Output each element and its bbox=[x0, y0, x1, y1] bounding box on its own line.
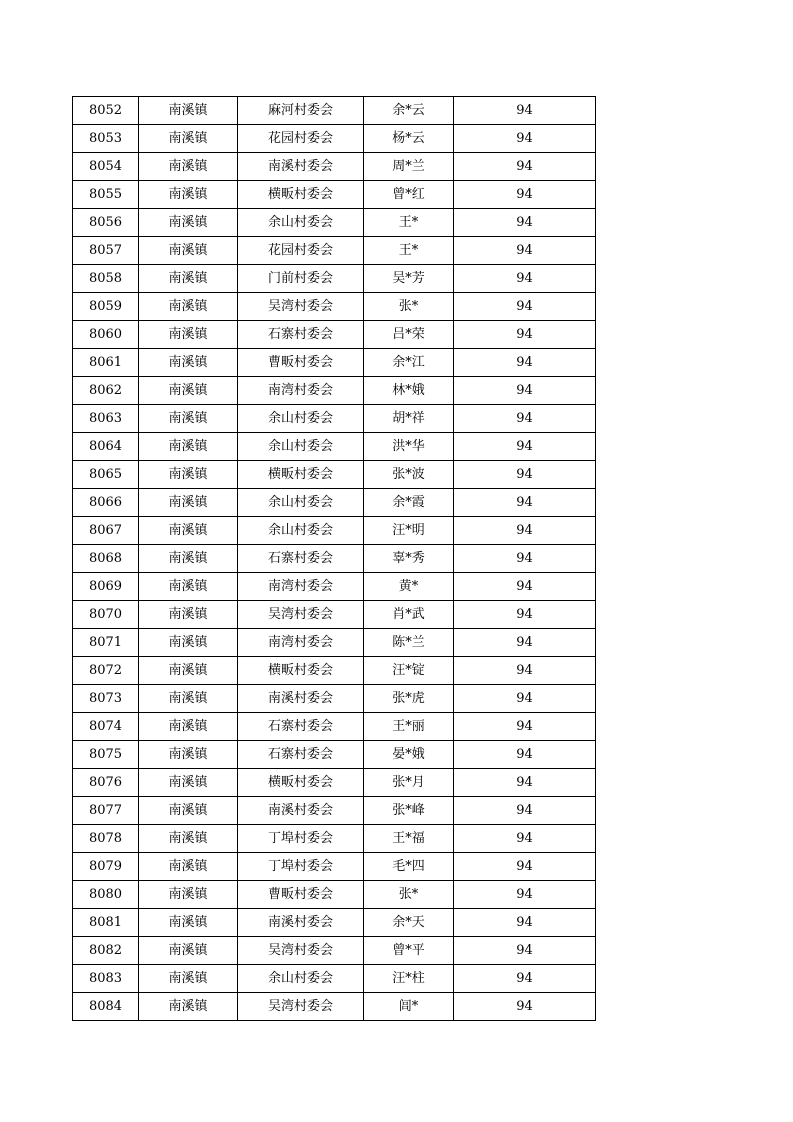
cell-town: 南溪镇 bbox=[139, 153, 238, 181]
cell-village: 南湾村委会 bbox=[238, 629, 364, 657]
cell-town: 南溪镇 bbox=[139, 965, 238, 993]
cell-score: 94 bbox=[454, 405, 596, 433]
table-row bbox=[73, 97, 596, 125]
table-row bbox=[73, 937, 596, 965]
cell-score: 94 bbox=[454, 321, 596, 349]
cell-name: 余*天 bbox=[364, 909, 454, 937]
cell-name: 汪*锭 bbox=[364, 657, 454, 685]
cell-score: 94 bbox=[454, 377, 596, 405]
cell-score: 94 bbox=[454, 461, 596, 489]
cell-village: 吴湾村委会 bbox=[238, 601, 364, 629]
cell-village: 横畈村委会 bbox=[238, 181, 364, 209]
cell-number: 8072 bbox=[73, 657, 139, 685]
cell-town: 南溪镇 bbox=[139, 209, 238, 237]
cell-village: 余山村委会 bbox=[238, 405, 364, 433]
cell-number: 8061 bbox=[73, 349, 139, 377]
cell-number: 8067 bbox=[73, 517, 139, 545]
cell-score: 94 bbox=[454, 153, 596, 181]
cell-name: 张*峰 bbox=[364, 797, 454, 825]
cell-number: 8079 bbox=[73, 853, 139, 881]
cell-name: 曾*红 bbox=[364, 181, 454, 209]
cell-number: 8084 bbox=[73, 993, 139, 1021]
cell-name: 王* bbox=[364, 209, 454, 237]
cell-number: 8060 bbox=[73, 321, 139, 349]
cell-name: 周*兰 bbox=[364, 153, 454, 181]
cell-town: 南溪镇 bbox=[139, 293, 238, 321]
cell-score: 94 bbox=[454, 349, 596, 377]
cell-name: 毛*四 bbox=[364, 853, 454, 881]
cell-name: 张*虎 bbox=[364, 685, 454, 713]
cell-village: 石寨村委会 bbox=[238, 741, 364, 769]
cell-village: 石寨村委会 bbox=[238, 321, 364, 349]
cell-village: 吴湾村委会 bbox=[238, 293, 364, 321]
cell-number: 8077 bbox=[73, 797, 139, 825]
cell-village: 横畈村委会 bbox=[238, 461, 364, 489]
cell-number: 8080 bbox=[73, 881, 139, 909]
cell-village: 石寨村委会 bbox=[238, 545, 364, 573]
table-row bbox=[73, 153, 596, 181]
cell-score: 94 bbox=[454, 685, 596, 713]
cell-score: 94 bbox=[454, 237, 596, 265]
table-row bbox=[73, 405, 596, 433]
table-row bbox=[73, 349, 596, 377]
cell-number: 8063 bbox=[73, 405, 139, 433]
cell-number: 8052 bbox=[73, 97, 139, 125]
cell-village: 花园村委会 bbox=[238, 237, 364, 265]
table-row bbox=[73, 489, 596, 517]
table-row bbox=[73, 545, 596, 573]
cell-town: 南溪镇 bbox=[139, 881, 238, 909]
table-row bbox=[73, 209, 596, 237]
cell-town: 南溪镇 bbox=[139, 909, 238, 937]
cell-name: 闾* bbox=[364, 993, 454, 1021]
cell-name: 辜*秀 bbox=[364, 545, 454, 573]
cell-town: 南溪镇 bbox=[139, 517, 238, 545]
cell-village: 丁埠村委会 bbox=[238, 825, 364, 853]
cell-name: 曾*平 bbox=[364, 937, 454, 965]
cell-town: 南溪镇 bbox=[139, 405, 238, 433]
cell-town: 南溪镇 bbox=[139, 377, 238, 405]
cell-score: 94 bbox=[454, 293, 596, 321]
cell-town: 南溪镇 bbox=[139, 937, 238, 965]
cell-village: 余山村委会 bbox=[238, 209, 364, 237]
cell-village: 南湾村委会 bbox=[238, 573, 364, 601]
table-row bbox=[73, 993, 596, 1021]
table-row bbox=[73, 909, 596, 937]
table-row bbox=[73, 181, 596, 209]
table-row bbox=[73, 657, 596, 685]
table-row bbox=[73, 881, 596, 909]
cell-name: 胡*祥 bbox=[364, 405, 454, 433]
cell-score: 94 bbox=[454, 769, 596, 797]
cell-number: 8056 bbox=[73, 209, 139, 237]
cell-village: 石寨村委会 bbox=[238, 713, 364, 741]
cell-score: 94 bbox=[454, 97, 596, 125]
cell-town: 南溪镇 bbox=[139, 601, 238, 629]
cell-number: 8066 bbox=[73, 489, 139, 517]
cell-score: 94 bbox=[454, 209, 596, 237]
table-row bbox=[73, 797, 596, 825]
cell-number: 8062 bbox=[73, 377, 139, 405]
cell-name: 张* bbox=[364, 293, 454, 321]
cell-number: 8069 bbox=[73, 573, 139, 601]
cell-village: 麻河村委会 bbox=[238, 97, 364, 125]
cell-score: 94 bbox=[454, 825, 596, 853]
cell-town: 南溪镇 bbox=[139, 461, 238, 489]
table-row bbox=[73, 965, 596, 993]
table-row bbox=[73, 461, 596, 489]
cell-number: 8081 bbox=[73, 909, 139, 937]
cell-name: 张* bbox=[364, 881, 454, 909]
cell-name: 晏*娥 bbox=[364, 741, 454, 769]
cell-town: 南溪镇 bbox=[139, 629, 238, 657]
table-row bbox=[73, 517, 596, 545]
cell-score: 94 bbox=[454, 517, 596, 545]
cell-village: 丁埠村委会 bbox=[238, 853, 364, 881]
cell-number: 8082 bbox=[73, 937, 139, 965]
cell-town: 南溪镇 bbox=[139, 769, 238, 797]
cell-village: 余山村委会 bbox=[238, 965, 364, 993]
cell-score: 94 bbox=[454, 797, 596, 825]
cell-village: 南溪村委会 bbox=[238, 797, 364, 825]
table-row bbox=[73, 321, 596, 349]
cell-town: 南溪镇 bbox=[139, 853, 238, 881]
cell-score: 94 bbox=[454, 629, 596, 657]
cell-name: 杨*云 bbox=[364, 125, 454, 153]
cell-town: 南溪镇 bbox=[139, 993, 238, 1021]
cell-town: 南溪镇 bbox=[139, 797, 238, 825]
cell-town: 南溪镇 bbox=[139, 545, 238, 573]
table-row bbox=[73, 741, 596, 769]
cell-score: 94 bbox=[454, 545, 596, 573]
cell-village: 余山村委会 bbox=[238, 517, 364, 545]
cell-name: 王*丽 bbox=[364, 713, 454, 741]
cell-village: 南溪村委会 bbox=[238, 685, 364, 713]
table-row bbox=[73, 713, 596, 741]
cell-village: 花园村委会 bbox=[238, 125, 364, 153]
cell-town: 南溪镇 bbox=[139, 489, 238, 517]
table-row bbox=[73, 853, 596, 881]
cell-town: 南溪镇 bbox=[139, 349, 238, 377]
cell-score: 94 bbox=[454, 433, 596, 461]
cell-name: 黄* bbox=[364, 573, 454, 601]
table-row bbox=[73, 629, 596, 657]
cell-score: 94 bbox=[454, 573, 596, 601]
cell-name: 张*波 bbox=[364, 461, 454, 489]
cell-town: 南溪镇 bbox=[139, 825, 238, 853]
cell-town: 南溪镇 bbox=[139, 97, 238, 125]
cell-name: 陈*兰 bbox=[364, 629, 454, 657]
cell-village: 吴湾村委会 bbox=[238, 993, 364, 1021]
cell-score: 94 bbox=[454, 601, 596, 629]
cell-score: 94 bbox=[454, 853, 596, 881]
cell-town: 南溪镇 bbox=[139, 685, 238, 713]
cell-town: 南溪镇 bbox=[139, 741, 238, 769]
cell-number: 8053 bbox=[73, 125, 139, 153]
table-row bbox=[73, 825, 596, 853]
cell-name: 汪*明 bbox=[364, 517, 454, 545]
cell-number: 8055 bbox=[73, 181, 139, 209]
cell-name: 吴*芳 bbox=[364, 265, 454, 293]
cell-village: 余山村委会 bbox=[238, 489, 364, 517]
cell-number: 8075 bbox=[73, 741, 139, 769]
cell-number: 8064 bbox=[73, 433, 139, 461]
cell-village: 横畈村委会 bbox=[238, 657, 364, 685]
table-row bbox=[73, 433, 596, 461]
cell-village: 南溪村委会 bbox=[238, 153, 364, 181]
cell-score: 94 bbox=[454, 657, 596, 685]
cell-score: 94 bbox=[454, 265, 596, 293]
cell-number: 8071 bbox=[73, 629, 139, 657]
cell-score: 94 bbox=[454, 181, 596, 209]
cell-number: 8057 bbox=[73, 237, 139, 265]
roster-table bbox=[72, 96, 596, 1021]
cell-town: 南溪镇 bbox=[139, 321, 238, 349]
cell-village: 南溪村委会 bbox=[238, 909, 364, 937]
cell-number: 8054 bbox=[73, 153, 139, 181]
cell-score: 94 bbox=[454, 713, 596, 741]
cell-number: 8078 bbox=[73, 825, 139, 853]
cell-name: 林*娥 bbox=[364, 377, 454, 405]
cell-name: 汪*柱 bbox=[364, 965, 454, 993]
cell-number: 8074 bbox=[73, 713, 139, 741]
table-row bbox=[73, 601, 596, 629]
cell-village: 南湾村委会 bbox=[238, 377, 364, 405]
cell-village: 吴湾村委会 bbox=[238, 937, 364, 965]
cell-town: 南溪镇 bbox=[139, 713, 238, 741]
cell-village: 门前村委会 bbox=[238, 265, 364, 293]
cell-number: 8059 bbox=[73, 293, 139, 321]
table-row bbox=[73, 125, 596, 153]
table-row bbox=[73, 685, 596, 713]
roster-table-body bbox=[73, 97, 596, 1021]
cell-score: 94 bbox=[454, 909, 596, 937]
cell-score: 94 bbox=[454, 965, 596, 993]
cell-town: 南溪镇 bbox=[139, 265, 238, 293]
cell-name: 吕*荣 bbox=[364, 321, 454, 349]
table-row bbox=[73, 573, 596, 601]
cell-score: 94 bbox=[454, 489, 596, 517]
cell-town: 南溪镇 bbox=[139, 657, 238, 685]
cell-town: 南溪镇 bbox=[139, 125, 238, 153]
cell-number: 8076 bbox=[73, 769, 139, 797]
cell-number: 8070 bbox=[73, 601, 139, 629]
cell-number: 8073 bbox=[73, 685, 139, 713]
table-row bbox=[73, 293, 596, 321]
cell-score: 94 bbox=[454, 741, 596, 769]
cell-number: 8083 bbox=[73, 965, 139, 993]
cell-name: 余*云 bbox=[364, 97, 454, 125]
cell-town: 南溪镇 bbox=[139, 573, 238, 601]
cell-name: 王* bbox=[364, 237, 454, 265]
cell-name: 洪*华 bbox=[364, 433, 454, 461]
cell-number: 8068 bbox=[73, 545, 139, 573]
cell-village: 余山村委会 bbox=[238, 433, 364, 461]
table-row bbox=[73, 237, 596, 265]
cell-village: 曹畈村委会 bbox=[238, 881, 364, 909]
cell-score: 94 bbox=[454, 937, 596, 965]
cell-score: 94 bbox=[454, 125, 596, 153]
table-row bbox=[73, 265, 596, 293]
cell-name: 余*江 bbox=[364, 349, 454, 377]
cell-score: 94 bbox=[454, 881, 596, 909]
cell-village: 横畈村委会 bbox=[238, 769, 364, 797]
cell-score: 94 bbox=[454, 993, 596, 1021]
cell-town: 南溪镇 bbox=[139, 433, 238, 461]
cell-town: 南溪镇 bbox=[139, 181, 238, 209]
cell-town: 南溪镇 bbox=[139, 237, 238, 265]
table-row bbox=[73, 769, 596, 797]
cell-number: 8065 bbox=[73, 461, 139, 489]
cell-name: 王*福 bbox=[364, 825, 454, 853]
cell-name: 张*月 bbox=[364, 769, 454, 797]
cell-name: 肖*武 bbox=[364, 601, 454, 629]
cell-number: 8058 bbox=[73, 265, 139, 293]
table-row bbox=[73, 377, 596, 405]
cell-village: 曹畈村委会 bbox=[238, 349, 364, 377]
cell-name: 余*霞 bbox=[364, 489, 454, 517]
